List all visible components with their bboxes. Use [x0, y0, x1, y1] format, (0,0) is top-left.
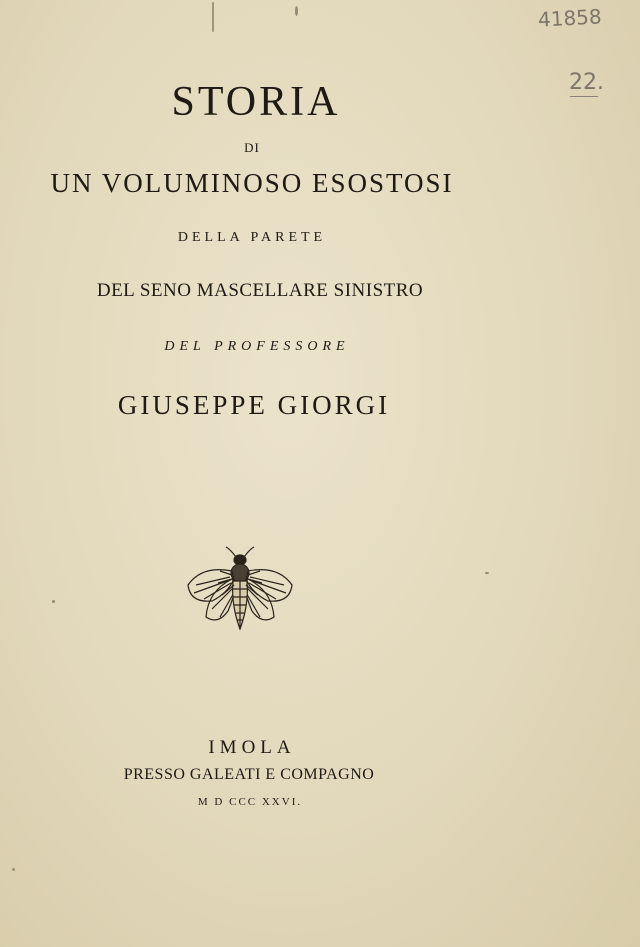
subtitle-della-parete: DELLA PARETE — [177, 230, 327, 245]
author-prefix: DEL PROFESSORE — [164, 339, 350, 354]
imprint-publisher: PRESSO GALEATI E COMPAGNO — [123, 766, 375, 783]
item-number-handwritten: 22. — [569, 70, 604, 95]
paper-speck — [295, 6, 298, 16]
paper-speck — [52, 600, 55, 603]
paper-speck — [485, 572, 489, 574]
page-subtitle: UN VOLUMINOSO ESOSTOSI — [50, 168, 454, 198]
shelf-number-handwritten: 41858 — [537, 4, 603, 32]
imprint-year: M D CCC XXVI. — [197, 796, 303, 808]
author-name: GIUSEPPE GIORGI — [117, 390, 391, 420]
item-number-underline — [570, 96, 598, 97]
subtitle-seno: DEL SENO MASCELLARE SINISTRO — [96, 280, 424, 301]
paper-speck — [12, 868, 15, 871]
imprint-city: IMOLA — [208, 737, 296, 758]
page-title: STORIA — [171, 79, 341, 125]
paper-speck — [212, 2, 214, 32]
title-di: DI — [244, 140, 260, 155]
bee-icon — [182, 545, 298, 635]
